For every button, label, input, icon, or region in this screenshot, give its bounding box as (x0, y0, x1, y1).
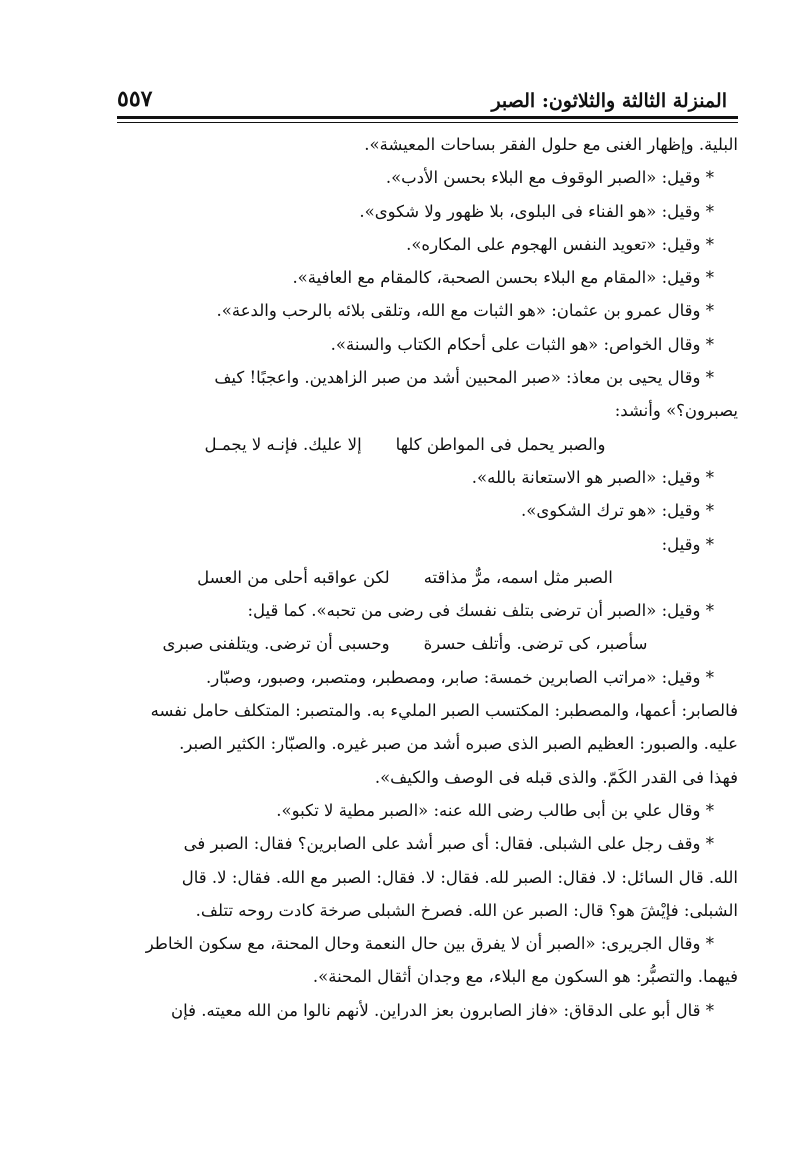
verse-line (112, 561, 738, 594)
verse-line (112, 627, 738, 660)
text-line: الشبلى: فإيْشَ هو؟ قال: الصبر عن الله. فصرخ الشبلى صرخة كادت روحه تتلف. (195, 900, 738, 920)
text-line: البلية. وإظهار الغنى مع حلول الفقر بساحات المعيشة». (364, 135, 738, 154)
verse-line (112, 428, 738, 461)
text-line: * وقال الخواص: «هو الثبات على أحكام الكتاب والسنة». (330, 334, 714, 354)
text-line: * وقال علي بن أبى طالب رضى الله عنه: «الصبر مطية لا تكبو». (276, 800, 714, 820)
page-number: ٥٥٧ (117, 86, 153, 112)
body-text (112, 128, 738, 1027)
text-line: * وقيل: «هو ترك الشكوى». (521, 501, 714, 521)
verse-first-hemistich: الصبر مثل اسمه، مرٌّ مذاقته (423, 567, 613, 587)
text-line: * وقف رجل على الشبلى. فقال: أى صبر أشد على الصابرين؟ فقال: الصبر فى (183, 834, 714, 854)
text-line: * وقيل: «المقام مع البلاء بحسن الصحبة، كالمقام مع العافية». (292, 268, 714, 288)
running-title: المنزلة الثالثة والثلاثون: الصبر (491, 90, 727, 112)
text-line: * وقيل: «الصبر هو الاستعانة بالله». (471, 467, 714, 487)
verse-first-hemistich: سأصبر، كى ترضى. وأتلف حسرة (423, 634, 648, 654)
text-line: الله. قال السائل: لا. فقال: الصبر لله. فقال: لا. فقال: الصبر مع الله. فقال: لا. قال (181, 867, 738, 887)
text-line: عليه. والصبور: العظيم الصبر الذى صبره أشد من صبر غيره. والصبّار: الكثير الصبر. (179, 734, 738, 754)
text-line: * وقيل: (661, 534, 714, 554)
text-line: فهذا فى القدر الكَمّ. والذى قبله فى الوصف والكيف». (374, 767, 738, 787)
header-rule-thin (117, 122, 738, 123)
text-line: * وقيل: «الصبر الوقوف مع البلاء بحسن الأدب». (385, 168, 714, 188)
text-line: * وقيل: «هو الفناء فى البلوى، بلا ظهور ولا شكوى». (359, 201, 714, 221)
verse-second-hemistich: لكن عواقبه أحلى من العسل (197, 567, 390, 587)
text-line: * وقال الجريرى: «الصبر أن لا يفرق بين حال النعمة وحال المحنة، مع سكون الخاطر (145, 934, 714, 954)
text-line: * وقال يحيى بن معاذ: «صبر المحبين أشد من صبر الزاهدين. واعجبًا! كيف (214, 368, 714, 388)
verse-second-hemistich: وحسبى أن ترضى. ويتلفنى صبرى (162, 634, 390, 654)
verse-first-hemistich: والصبر يحمل فى المواطن كلها (395, 434, 606, 454)
text-line: فيهما. والتصبُّر: هو السكون مع البلاء، مع وجدان أثقال المحنة». (312, 967, 738, 987)
text-line: * وقيل: «تعويد النفس الهجوم على المكاره». (406, 234, 714, 254)
text-line: فالصابر: أعمها، والمصطبر: المكتسب الصبر المليء به. والمتصبر: المتكلف حامل نفسه (150, 701, 738, 721)
text-line: * وقيل: «الصبر أن ترضى بتلف نفسك فى رضى من تحبه». كما قيل: (247, 601, 714, 621)
verse-second-hemistich: إلا عليك. فإنـه لا يجمـل (204, 434, 362, 454)
text-line: * وقال عمرو بن عثمان: «هو الثبات مع الله، وتلقى بلائه بالرحب والدعة». (216, 301, 714, 321)
page-header (117, 82, 727, 112)
text-line: * قال أبو على الدقاق: «فاز الصابرون بعز الدراين. لأنهم نالوا من الله معيته. فإن (170, 1000, 714, 1020)
text-line: * وقيل: «مراتب الصابرين خمسة: صابر، ومصطبر، ومتصبر، وصبور، وصبّار. (205, 667, 714, 687)
header-rule-thick (117, 116, 738, 119)
text-line: يصبرون؟» وأنشد: (614, 401, 738, 421)
